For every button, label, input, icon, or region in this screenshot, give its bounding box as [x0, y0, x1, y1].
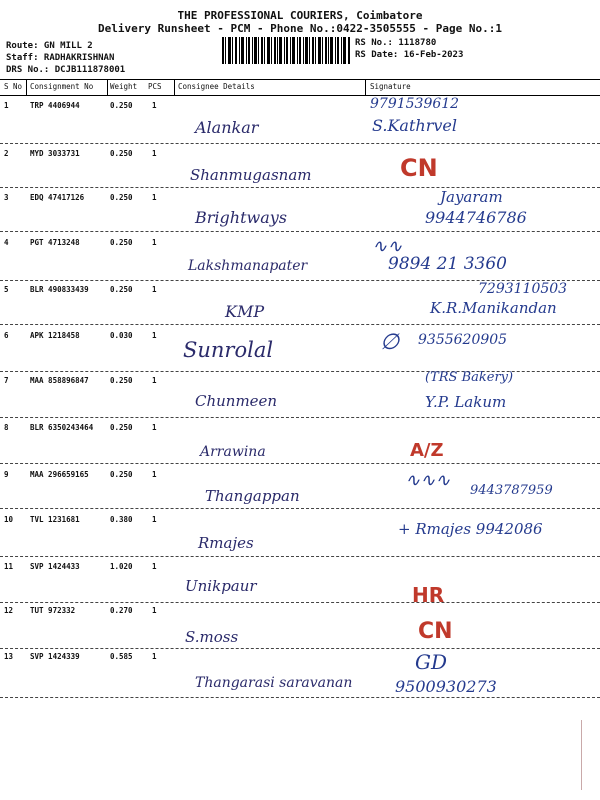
row-signature-stamp: CN: [400, 154, 438, 182]
row-pcs: 1: [152, 470, 157, 479]
row-pcs: 1: [152, 149, 157, 158]
row-divider: [0, 697, 600, 698]
row-divider: [0, 648, 600, 649]
drs-number: DRS No.: DCJB111878001: [6, 65, 126, 75]
row-consignee-handwritten: Lakshmanapater: [188, 258, 308, 274]
col-consignment: Consignment No: [30, 82, 94, 91]
row-consignment-no: PGT 4713248: [30, 238, 80, 247]
col-consignee: Consignee Details: [178, 82, 255, 91]
row-sno: 5: [4, 285, 9, 294]
row-weight: 0.250: [110, 470, 133, 479]
row-consignment-no: SVP 1424433: [30, 562, 80, 571]
row-signature: GD: [415, 650, 448, 674]
row-signature-scribble: ∿∿∿: [405, 470, 451, 491]
row-sno: 3: [4, 193, 9, 202]
row-sno: 4: [4, 238, 9, 247]
row-consignment-no: BLR 490833439: [30, 285, 89, 294]
table-top-rule: [0, 79, 600, 80]
route-label: Route: GN MILL 2: [6, 41, 93, 51]
row-consignment-no: TRP 4406944: [30, 101, 80, 110]
row-consignee-handwritten: Sunrolal: [183, 338, 274, 362]
row-pcs: 1: [152, 562, 157, 571]
row-divider: [0, 324, 600, 325]
row-weight: 0.250: [110, 193, 133, 202]
col-sno: S No: [4, 82, 23, 91]
row-signature-stamp: HR: [412, 583, 445, 607]
row-consignment-no: SVP 1424339: [30, 652, 80, 661]
row-consignee-handwritten: Brightways: [195, 208, 287, 227]
row-pcs: 1: [152, 515, 157, 524]
row-divider: [0, 417, 600, 418]
runsheet-subtitle: Delivery Runsheet - PCM - Phone No.:0422-3505555 - Page No.:1: [98, 22, 502, 35]
row-sno: 7: [4, 376, 9, 385]
row-sno: 2: [4, 149, 9, 158]
row-consignee-handwritten: Thangappan: [205, 487, 300, 505]
row-weight: 0.270: [110, 606, 133, 615]
row-signature-phone: 9500930273: [395, 677, 497, 696]
row-pcs: 1: [152, 331, 157, 340]
row-sno: 13: [4, 652, 14, 661]
row-divider: [0, 143, 600, 144]
row-signature-name: S.Kathrvel: [372, 116, 457, 135]
row-signature: + Rmajes 9942086: [398, 520, 543, 538]
row-weight: 0.250: [110, 101, 133, 110]
row-weight: 0.250: [110, 149, 133, 158]
row-sno: 6: [4, 331, 9, 340]
row-signature-phone: 9894 21 3360: [388, 254, 507, 274]
row-weight: 0.030: [110, 331, 133, 340]
row-consignment-no: TVL 1231681: [30, 515, 80, 524]
row-divider: [0, 556, 600, 557]
row-weight: 0.250: [110, 423, 133, 432]
row-consignee-handwritten: Alankar: [195, 118, 259, 137]
row-weight: 0.585: [110, 652, 133, 661]
row-pcs: 1: [152, 238, 157, 247]
row-sno: 10: [4, 515, 14, 524]
row-weight: 0.250: [110, 285, 133, 294]
row-consignee-handwritten: Unikpaur: [185, 577, 257, 595]
row-consignee-handwritten: Thangarasi saravanan: [195, 675, 353, 691]
row-divider: [0, 231, 600, 232]
row-pcs: 1: [152, 285, 157, 294]
row-signature-phone: 7293110503: [478, 281, 568, 297]
row-consignee-handwritten: Arrawina: [200, 444, 266, 460]
row-consignee-handwritten: Chunmeen: [195, 392, 278, 410]
row-signature-phone: 9944746786: [425, 208, 527, 227]
col-pcs: PCS: [148, 82, 162, 91]
row-signature-stamp: CN: [418, 619, 453, 644]
row-divider: [0, 602, 600, 603]
row-weight: 0.380: [110, 515, 133, 524]
row-consignment-no: APK 1218458: [30, 331, 80, 340]
row-pcs: 1: [152, 606, 157, 615]
row-consignee-handwritten: S.moss: [185, 628, 239, 646]
row-sno: 11: [4, 562, 14, 571]
col-rule: [174, 79, 175, 95]
row-consignment-no: TUT 972332: [30, 606, 76, 615]
row-consignee-handwritten: KMP: [225, 302, 265, 321]
col-rule: [107, 79, 108, 95]
row-pcs: 1: [152, 376, 157, 385]
col-weight: Weight: [110, 82, 138, 91]
row-weight: 0.250: [110, 238, 133, 247]
staff-label: Staff: RADHAKRISHNAN: [6, 53, 115, 63]
row-signature: 9791539612: [370, 96, 460, 112]
margin-mark: [581, 720, 582, 790]
company-title: THE PROFESSIONAL COURIERS, Coimbatore: [177, 9, 423, 22]
row-pcs: 1: [152, 193, 157, 202]
row-signature-note: (TRS Bakery): [425, 370, 514, 385]
rs-date: RS Date: 16-Feb-2023: [355, 50, 464, 60]
row-divider: [0, 187, 600, 188]
table-header-rule: [0, 95, 600, 96]
row-pcs: 1: [152, 652, 157, 661]
col-rule: [365, 79, 366, 95]
row-consignment-no: BLR 6350243464: [30, 423, 94, 432]
row-consignment-no: MAA 858896847: [30, 376, 89, 385]
row-consignee-handwritten: Shanmugasnam: [190, 166, 312, 184]
row-consignment-no: MAA 296659165: [30, 470, 89, 479]
row-sno: 12: [4, 606, 14, 615]
row-signature-phone: 9443787959: [470, 483, 553, 498]
row-weight: 1.020: [110, 562, 133, 571]
row-consignment-no: MYD 3033731: [30, 149, 80, 158]
row-signature-name: Y.P. Lakum: [425, 393, 507, 411]
row-divider: [0, 508, 600, 509]
row-signature-name: K.R.Manikandan: [430, 299, 557, 317]
barcode: [222, 37, 350, 64]
row-signature-scribble: ∅: [380, 330, 400, 355]
row-divider: [0, 463, 600, 464]
row-consignment-no: EDQ 47417126: [30, 193, 85, 202]
row-sno: 9: [4, 470, 9, 479]
row-sno: 8: [4, 423, 9, 432]
row-pcs: 1: [152, 101, 157, 110]
col-signature: Signature: [370, 82, 411, 91]
row-signature-phone: 9355620905: [418, 332, 508, 348]
row-consignee-handwritten: Rmajes: [198, 534, 254, 552]
row-signature-stamp: A/Z: [410, 440, 444, 461]
rs-number: RS No.: 1118780: [355, 38, 437, 48]
row-pcs: 1: [152, 423, 157, 432]
row-sno: 1: [4, 101, 9, 110]
col-rule: [26, 79, 27, 95]
row-signature-scribble: ∿∿: [372, 236, 403, 257]
row-weight: 0.250: [110, 376, 133, 385]
row-signature: Jayaram: [440, 188, 503, 206]
